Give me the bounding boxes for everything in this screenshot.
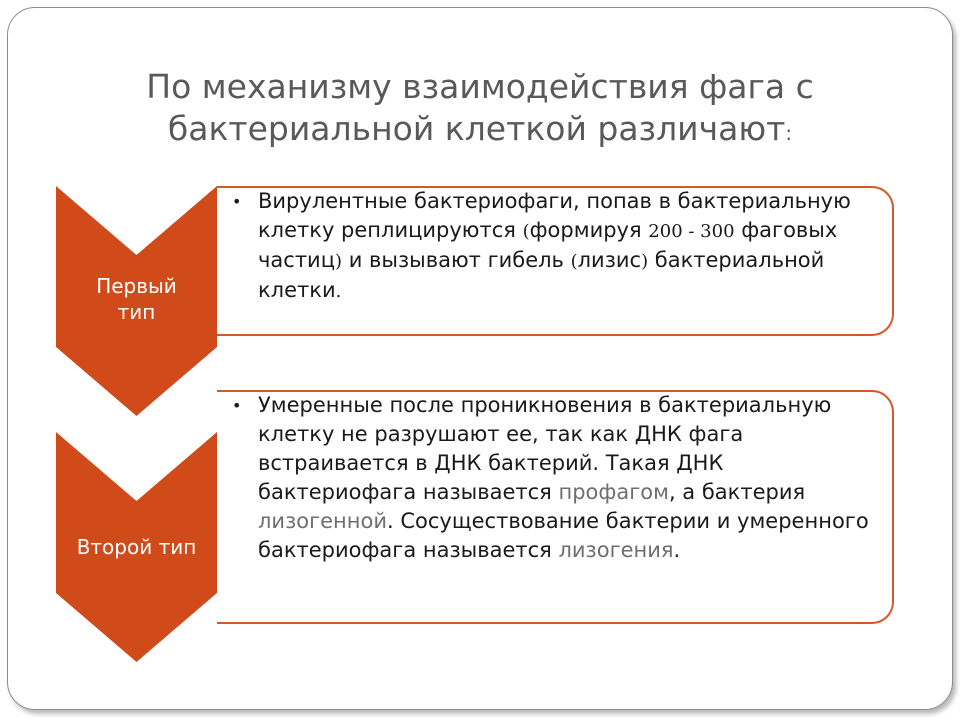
- type-1-text-part: бактериальной клетки: [258, 248, 825, 302]
- type-2-label: Второй тип: [76, 535, 197, 559]
- type-1-period: .: [335, 281, 342, 302]
- title-colon: :: [785, 121, 793, 145]
- term-lysogeny: лизогения: [558, 538, 674, 562]
- type-1-paren: (: [522, 221, 530, 242]
- type-1-text-part: фаговых частиц: [258, 218, 838, 272]
- type-1-label-line-2: тип: [117, 300, 156, 324]
- type-1-label-line-1: Первый: [96, 274, 177, 298]
- type-1-bullet: •: [232, 192, 242, 211]
- type-1-paren: ): [335, 251, 343, 272]
- type-2-text-part: . Сосуществование бактерии и умеренного бактериофага называется: [258, 509, 869, 562]
- type-2-text: [258, 391, 888, 565]
- term-lysogenic: лизогенной: [258, 509, 387, 533]
- slide-title: [60, 66, 900, 154]
- type-2-text-part: , а бактерия: [668, 480, 806, 504]
- type-1-text: [258, 187, 888, 306]
- type-1-paren: (: [570, 251, 578, 272]
- type-2-text-part: Умеренные после проникновения в бактериальную клетку не разрушают ее, так как ДНК фага встраивается в ДНК бактерий. Такая ДНК бактериофага называется: [258, 393, 832, 504]
- type-1-text-part: Вирулентные бактериофаги, попав в бактериальную клетку реплицируются: [258, 189, 851, 242]
- term-prophage: профагом: [558, 480, 669, 504]
- type-1-paren: ): [641, 251, 649, 272]
- title-line-1: По механизму взаимодействия фага с: [146, 67, 814, 106]
- type-2-bullet: •: [232, 396, 242, 415]
- type-1-text-part: формируя: [529, 218, 649, 242]
- type-1-text-part: лизис: [577, 248, 642, 272]
- type-1-label: [56, 273, 217, 325]
- type-1-count: 200 - 300: [648, 221, 735, 242]
- type-2-period: .: [673, 538, 681, 562]
- type-1-text-part: и вызывают гибель: [342, 248, 571, 272]
- title-line-2: бактериальной клеткой различают: [167, 109, 786, 148]
